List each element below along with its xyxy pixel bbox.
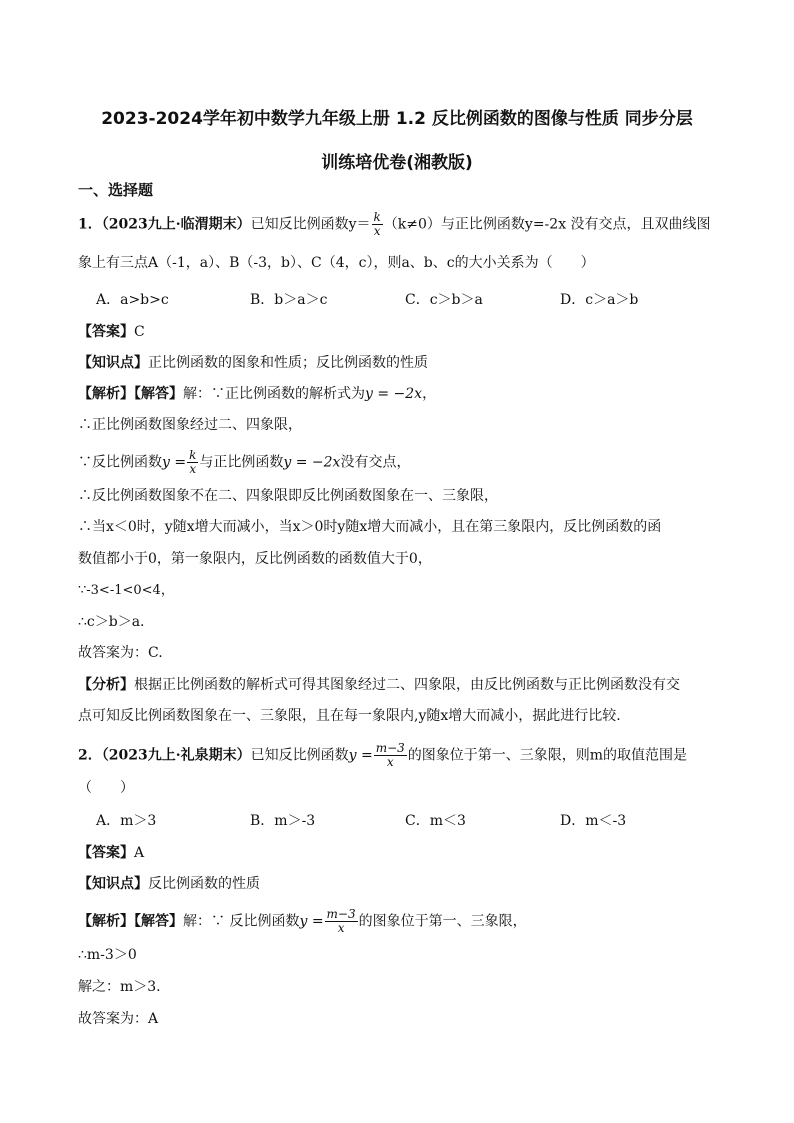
stem-text: 已知反比例函数y＝ bbox=[250, 216, 371, 233]
q2-knowledge-point: 【知识点】反比例函数的性质 bbox=[78, 876, 260, 892]
question-number: 1． bbox=[78, 216, 102, 233]
q1-option-c: C．c＞b＞a bbox=[405, 292, 483, 308]
q1-knowledge-point: 【知识点】正比例函数的图象和性质；反比例函数的性质 bbox=[78, 355, 428, 371]
question-1-stem bbox=[78, 211, 711, 238]
q1-solution-line9: 故答案为：C. bbox=[78, 645, 163, 661]
question-2-stem-line2: （ ） bbox=[78, 780, 134, 796]
stem-text: （k≠0）与正比例函数y=-2x 没有交点，且双曲线图 bbox=[383, 216, 711, 233]
fraction-k-over-x: $\frac{k}{x}$ bbox=[373, 210, 381, 238]
document-title-line2: 训练培优卷(湘教版) bbox=[321, 153, 473, 173]
question-number: 2． bbox=[78, 747, 102, 764]
question-2-stem: 2．（2023九上·礼泉期末）已知反比例函数y = $\frac{m-3}{x}$ 的图象位于第一、三象限，则m的取值范围是 bbox=[78, 741, 688, 769]
q1-analysis-line2: 点可知反比例函数图象在一、三象限，且在每一象限内,y随x增大而减小，据此进行比较. bbox=[78, 708, 621, 724]
q2-solution-line1: 【解析】【解答】解：∵ 反比例函数y = $\frac{m-3}{x}$ 的图象位于第一、三象限， bbox=[78, 907, 527, 935]
question-1-stem-line2: 象上有三点A（-1，a）、B（-3，b）、C（4，c），则a、b、c的大小关系为（ ） bbox=[78, 255, 595, 271]
q2-solution-line2: ∴m-3＞0 bbox=[78, 947, 137, 963]
fraction-k-over-x: $\frac{k}{x}$ bbox=[189, 448, 197, 476]
q1-solution-line8: ∴c＞b＞a. bbox=[78, 614, 145, 630]
q1-solution-line6: 数值都小于0，第一象限内，反比例函数的函数值大于0， bbox=[78, 551, 432, 567]
question-source: （2023九上·礼泉期末） bbox=[101, 747, 251, 764]
q1-option-a: A．a>b>c bbox=[96, 292, 169, 308]
q1-answer: 【答案】C bbox=[78, 324, 145, 340]
q2-option-b: B．m＞-3 bbox=[250, 813, 316, 829]
q2-answer: 【答案】A bbox=[78, 845, 145, 861]
q1-analysis-line1: 【分析】根据正比例函数的解析式可得其图象经过二、四象限，由反比例函数与正比例函数没有交 bbox=[78, 677, 680, 693]
q2-solution-line3: 解之：m＞3. bbox=[78, 979, 161, 995]
q2-option-d: D．m＜-3 bbox=[560, 813, 627, 829]
q1-solution-line4: ∴反比例函数图象不在二、四象限即反比例函数图象在一、三象限， bbox=[78, 488, 498, 504]
question-source: （2023九上·临渭期末） bbox=[101, 216, 251, 233]
q1-solution-line3: ∵反比例函数y = $\frac{k}{x}$ 与正比例函数y = −2x没有交点， bbox=[78, 448, 411, 476]
fraction-m-minus-3-over-x: $\frac{m-3}{x}$ bbox=[375, 741, 405, 769]
q1-solution-line5: ∴当x＜0时，y随x增大而减小，当x＞0时y随x增大而减小，且在第三象限内，反比例函数的函 bbox=[78, 519, 662, 535]
q1-solution-line7: ∵-3<-1<0<4， bbox=[78, 583, 174, 598]
q1-option-d: D．c＞a＞b bbox=[560, 292, 639, 308]
document-title-line1: 2023-2024学年初中数学九年级上册 1.2 反比例函数的图像与性质 同步分层 bbox=[101, 109, 693, 129]
q1-solution-line2: ∴正比例函数图象经过二、四象限， bbox=[78, 417, 302, 433]
fraction-m-minus-3-over-x: $\frac{m-3}{x}$ bbox=[326, 907, 356, 935]
q2-option-c: C．m＜3 bbox=[405, 813, 466, 829]
section-heading: 一、选择题 bbox=[78, 181, 154, 199]
q1-option-b: B．b＞a＞c bbox=[250, 292, 328, 308]
q2-solution-line4: 故答案为：A bbox=[78, 1011, 159, 1027]
q2-option-a: A．m＞3 bbox=[96, 813, 157, 829]
q1-solution-line1: 【解析】【解答】解：∵正比例函数的解析式为y = −2x， bbox=[78, 386, 437, 402]
